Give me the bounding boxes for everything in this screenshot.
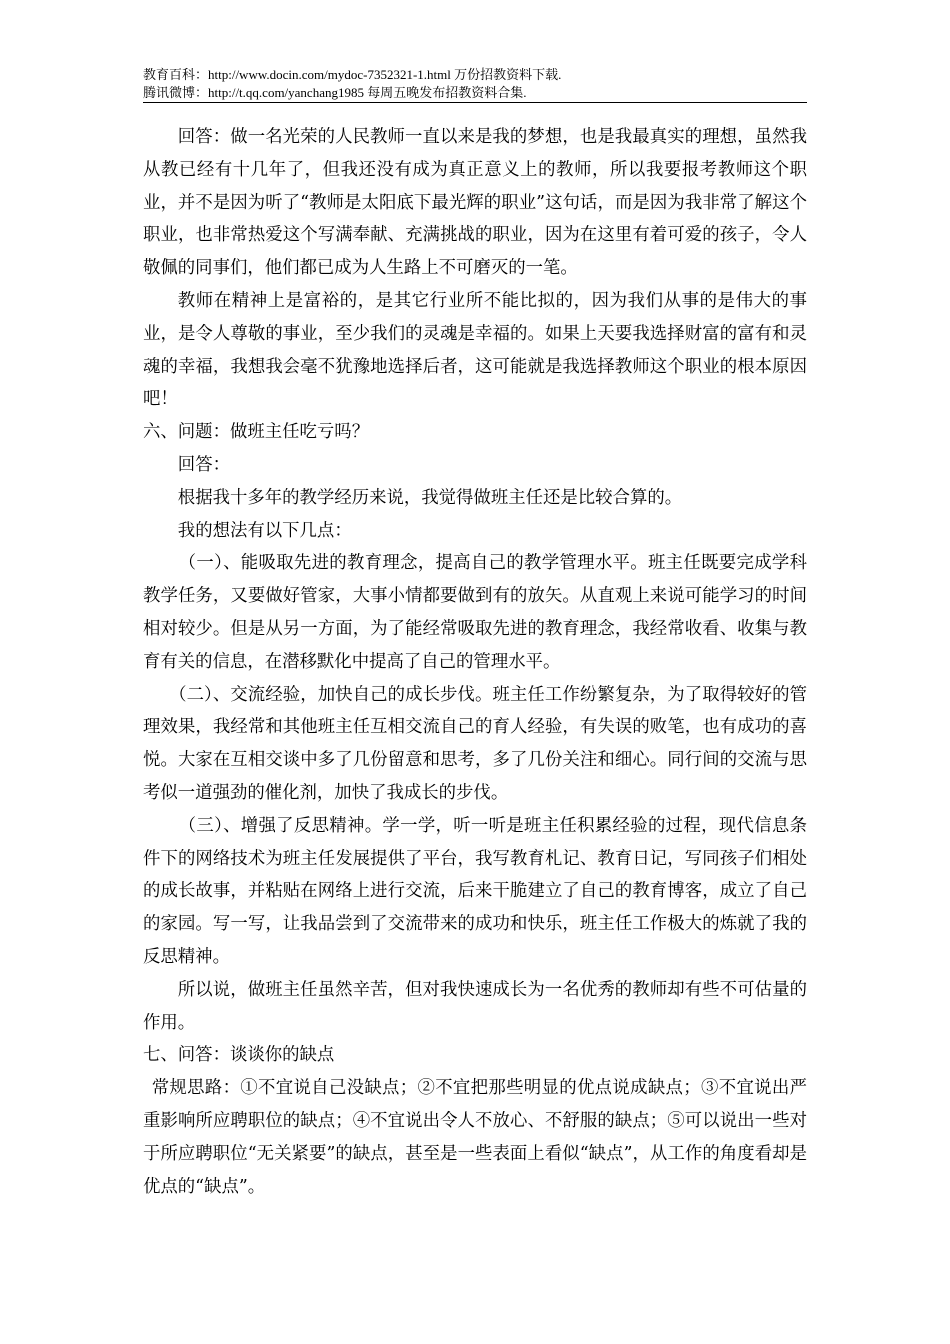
shortcomings-approach-paragraph: 常规思路：①不宜说自己没缺点；②不宜把那些明显的优点说成缺点；③不宜说出严重影响所应聘职位的缺点；④不宜说出令人不放心、不舒服的缺点；⑤可以说出一些对于所应聘职位“无关紧要”的缺点，甚至是一些表面上看似“缺点”，从工作的角度看却是优点的“缺点”。: [143, 1078, 807, 1197]
header-divider: [143, 102, 807, 103]
header-line-docin: 教育百科：http://www.docin.com/mydoc-7352321-1.html 万份招教资料下载.: [143, 67, 562, 82]
answer-paragraph-points-intro: 我的想法有以下几点：: [177, 520, 352, 541]
document-body: [143, 121, 807, 1203]
answer-paragraph-dream: 回答：做一名光荣的人民教师一直以来是我的梦想，也是我最真实的理想，虽然我从教已经有十几年了，但我还没有成为真正意义上的教师，所以我要报考教师这个职业，并不是因为听了“教师是太阳底下最光辉的职业”这句话，而是因为我非常了解这个职业，也非常热爱这个写满奉献、充满挑战的职业，因为在这里有着可爱的孩子，令人敬佩的同事们，他们都已成为人生路上不可磨灭的一笔。: [143, 127, 807, 279]
header-line-weibo: 腾讯微博：http://t.qq.com/yanchang1985 每周五晚发布招教资料合集.: [143, 85, 527, 100]
point-one-paragraph: （一）、能吸取先进的教育理念，提高自己的教学管理水平。班主任既要完成学科教学任务，又要做好管家，大事小情都要做到有的放矢。从直观上来说可能学习的时间相对较少。但是从另一方面，为了能经常吸取先进的教育理念，我经常收看、收集与教育有关的信息，在潜移默化中提高了自己的管理水平。: [143, 553, 807, 672]
answer-paragraph-spirit: 教师在精神上是富裕的，是其它行业所不能比拟的，因为我们从事的是伟大的事业，是令人尊敬的事业，至少我们的灵魂是幸福的。如果上天要我选择财富的富有和灵魂的幸福，我想我会毫不犹豫地选择后者，这可能就是我选择教师这个职业的根本原因吧！: [143, 290, 807, 410]
answer-label: 回答：: [177, 454, 230, 475]
question-seven-heading: 七、问答：谈谈你的缺点: [143, 1045, 335, 1066]
conclusion-paragraph: 所以说，做班主任虽然辛苦，但对我快速成长为一名优秀的教师却有些不可估量的作用。: [143, 979, 807, 1033]
question-six-heading: 六、问题：做班主任吃亏吗？: [143, 422, 370, 443]
page-header: [143, 66, 807, 102]
point-two-paragraph: （二）、交流经验，加快自己的成长步伐。班主任工作纷繁复杂，为了取得较好的管理效果，我经常和其他班主任互相交流自己的育人经验，有失误的败笔，也有成功的喜悦。大家在互相交谈中多了几份留意和思考，多了几份关注和细心。同行间的交流与思考似一道强劲的催化剂，加快了我成长的步伐。: [143, 684, 807, 803]
answer-paragraph-experience: 根据我十多年的教学经历来说，我觉得做班主任还是比较合算的。: [177, 487, 683, 508]
point-three-paragraph: （三）、增强了反思精神。学一学，听一听是班主任积累经验的过程，现代信息条件下的网络技术为班主任发展提供了平台，我写教育札记、教育日记，写同孩子们相处的成长故事，并粘贴在网络上进行交流，后来干脆建立了自己的教育博客，成立了自己的家园。写一写，让我品尝到了交流带来的成功和快乐，班主任工作极大的炼就了我的反思精神。: [143, 815, 807, 967]
